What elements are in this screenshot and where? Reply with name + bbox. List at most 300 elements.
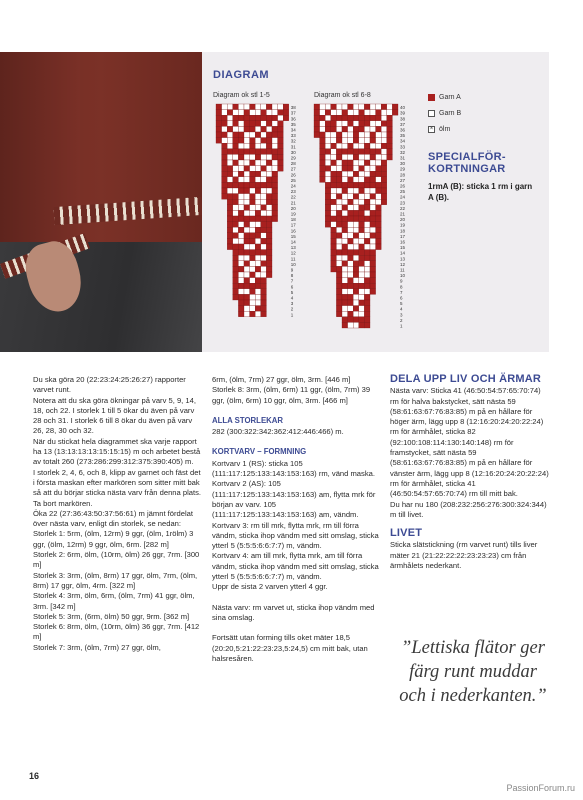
chart-cell bbox=[222, 177, 228, 183]
chart-cell bbox=[250, 126, 256, 132]
row-number-label: 34 bbox=[400, 138, 406, 144]
chart-cell bbox=[238, 110, 244, 116]
chart-cell bbox=[376, 138, 382, 144]
chart-cell bbox=[359, 238, 365, 244]
chart-cell bbox=[250, 160, 256, 166]
chart-cell bbox=[331, 250, 337, 256]
chart-cell bbox=[272, 194, 278, 200]
chart-cell bbox=[261, 132, 267, 138]
row-number-label: 4 bbox=[290, 295, 294, 301]
chart-cell bbox=[244, 238, 250, 244]
row-number-label: 21 bbox=[400, 211, 406, 217]
chart-cell bbox=[342, 171, 348, 177]
chart-cell bbox=[244, 205, 250, 211]
chart-cell bbox=[353, 227, 359, 233]
chart-cell bbox=[348, 294, 354, 300]
chart-cell bbox=[364, 121, 370, 127]
chart-cell bbox=[272, 126, 278, 132]
chart-cell bbox=[336, 126, 342, 132]
chart-cell bbox=[348, 322, 354, 328]
chart-cell bbox=[353, 199, 359, 205]
chart-cell bbox=[255, 166, 261, 172]
chart-cell bbox=[233, 283, 239, 289]
chart-cell bbox=[244, 311, 250, 317]
chart-cell bbox=[266, 199, 272, 205]
chart-cell bbox=[227, 244, 233, 250]
chart-cell bbox=[272, 216, 278, 222]
chart-cell bbox=[376, 115, 382, 121]
row-number-label: 29 bbox=[290, 155, 296, 161]
chart-cell bbox=[325, 143, 331, 149]
chart-cell bbox=[250, 177, 256, 183]
chart-cell bbox=[233, 266, 239, 272]
chart-cell bbox=[244, 216, 250, 222]
chart-cell bbox=[353, 294, 359, 300]
chart-cell bbox=[364, 132, 370, 138]
chart-cell bbox=[331, 121, 337, 127]
chart-cell bbox=[336, 238, 342, 244]
chart-cell bbox=[359, 188, 365, 194]
chart-cell bbox=[370, 216, 376, 222]
chart-cell bbox=[370, 222, 376, 228]
chart-cell bbox=[376, 160, 382, 166]
row-number-label: 17 bbox=[290, 222, 296, 228]
chart-cell bbox=[364, 294, 370, 300]
chart-cell bbox=[353, 194, 359, 200]
chart-cell bbox=[353, 306, 359, 312]
chart-cell bbox=[255, 194, 261, 200]
chart-cell bbox=[233, 250, 239, 256]
row-number-label: 7 bbox=[400, 289, 403, 295]
chart-cell bbox=[353, 110, 359, 116]
chart-cell bbox=[331, 143, 337, 149]
chart-cell bbox=[255, 227, 261, 233]
size-instruction: Storlek 2: 6rm, ölm, (10rm, ölm) 26 ggr, 7rm. [300 m] bbox=[33, 550, 200, 570]
chart-cell bbox=[348, 160, 354, 166]
chart-cell bbox=[387, 115, 393, 121]
chart-cell bbox=[325, 154, 331, 160]
chart-cell bbox=[342, 250, 348, 256]
chart-cell bbox=[244, 138, 250, 144]
chart-cell bbox=[376, 132, 382, 138]
chart-cell bbox=[364, 227, 370, 233]
chart-cell bbox=[353, 166, 359, 172]
section-heading: KORTVARV – FORMNING bbox=[212, 447, 307, 457]
chart-cell bbox=[364, 154, 370, 160]
chart-cell bbox=[359, 177, 365, 183]
chart-cell bbox=[250, 143, 256, 149]
chart-cell bbox=[227, 126, 233, 132]
chart-cell bbox=[261, 126, 267, 132]
row-number-label: 16 bbox=[290, 228, 296, 234]
chart-cell bbox=[250, 188, 256, 194]
chart-cell bbox=[233, 121, 239, 127]
chart-cell bbox=[222, 121, 228, 127]
row-number-label: 28 bbox=[400, 172, 406, 178]
chart-cell bbox=[364, 104, 370, 110]
row-number-label: 34 bbox=[290, 127, 296, 133]
chart-cell bbox=[331, 132, 337, 138]
chart-cell bbox=[216, 132, 222, 138]
chart-cell bbox=[325, 194, 331, 200]
chart-cell bbox=[348, 115, 354, 121]
chart-cell bbox=[255, 289, 261, 295]
chart-cell bbox=[359, 199, 365, 205]
knitting-chart-1 bbox=[216, 104, 296, 324]
chart-cell bbox=[376, 222, 382, 228]
chart-cell bbox=[261, 166, 267, 172]
chart-cell bbox=[250, 238, 256, 244]
chart-cell bbox=[364, 216, 370, 222]
chart-cell bbox=[255, 182, 261, 188]
chart-cell bbox=[261, 255, 267, 261]
chart-cell bbox=[250, 222, 256, 228]
chart-cell bbox=[376, 210, 382, 216]
chart-cell bbox=[364, 160, 370, 166]
chart-cell bbox=[266, 205, 272, 211]
chart-cell bbox=[370, 138, 376, 144]
chart-cell bbox=[233, 149, 239, 155]
chart-cell bbox=[238, 182, 244, 188]
chart-cell bbox=[336, 289, 342, 295]
row-number-label: 5 bbox=[400, 301, 403, 307]
chart-cell bbox=[376, 149, 382, 155]
chart-cell bbox=[255, 266, 261, 272]
chart-cell bbox=[353, 272, 359, 278]
knitting-chart-2 bbox=[314, 104, 410, 336]
chart-cell bbox=[353, 266, 359, 272]
chart-cell bbox=[244, 149, 250, 155]
chart-cell bbox=[250, 283, 256, 289]
chart-cell bbox=[320, 138, 326, 144]
chart-cell bbox=[381, 110, 387, 116]
row-number-label: 32 bbox=[290, 138, 296, 144]
chart-cell bbox=[359, 132, 365, 138]
chart-cell bbox=[255, 233, 261, 239]
pull-quote: ”Lettiska flätor ger färg runt muddar och i nederkanten.” bbox=[399, 638, 547, 706]
chart-cell bbox=[227, 149, 233, 155]
chart-cell bbox=[233, 244, 239, 250]
chart-cell bbox=[255, 188, 261, 194]
chart-cell bbox=[278, 115, 284, 121]
chart-cell bbox=[216, 110, 222, 116]
chart-cell bbox=[272, 121, 278, 127]
chart-cell bbox=[266, 188, 272, 194]
chart-cell bbox=[342, 115, 348, 121]
chart-cell bbox=[244, 278, 250, 284]
chart-cell bbox=[336, 160, 342, 166]
chart-cell bbox=[250, 121, 256, 127]
chart-cell bbox=[320, 149, 326, 155]
row-number-label: 28 bbox=[290, 161, 296, 167]
chart-cell bbox=[359, 289, 365, 295]
chart-cell bbox=[353, 182, 359, 188]
chart-cell bbox=[320, 132, 326, 138]
row-number-label: 9 bbox=[400, 278, 403, 284]
chart-cell bbox=[370, 177, 376, 183]
chart-cell bbox=[370, 115, 376, 121]
row-number-label: 3 bbox=[290, 301, 294, 307]
chart-cell bbox=[325, 177, 331, 183]
chart-cell bbox=[348, 289, 354, 295]
chart-cell bbox=[364, 126, 370, 132]
chart-cell bbox=[244, 143, 250, 149]
chart-cell bbox=[261, 227, 267, 233]
chart-cell bbox=[387, 138, 393, 144]
chart-cell bbox=[233, 160, 239, 166]
chart-cell bbox=[250, 171, 256, 177]
chart-cell bbox=[238, 154, 244, 160]
chart-cell bbox=[238, 216, 244, 222]
chart-cell bbox=[314, 132, 320, 138]
chart-cell bbox=[325, 188, 331, 194]
chart-cell bbox=[359, 233, 365, 239]
chart-cell bbox=[364, 210, 370, 216]
chart-cell bbox=[359, 261, 365, 267]
chart-cell bbox=[364, 171, 370, 177]
section-heading: LIVET bbox=[390, 527, 423, 540]
chart-cell bbox=[336, 110, 342, 116]
row-number-label: 14 bbox=[400, 250, 406, 256]
chart-cell bbox=[255, 143, 261, 149]
paragraph: Öka 22 (27:36:43:50:37:56:61) m jämnt fördelat över nästa varv, enligt din storlek, se nedan: bbox=[33, 508, 193, 529]
chart-cell bbox=[331, 222, 337, 228]
chart-cell bbox=[348, 149, 354, 155]
chart-cell bbox=[227, 115, 233, 121]
chart-cell bbox=[348, 255, 354, 261]
row-number-label: 25 bbox=[400, 189, 406, 195]
size-instruction: Storlek 7: 3rm, (ölm, 7rm) 27 ggr, ölm, bbox=[33, 642, 161, 652]
chart-cell bbox=[250, 261, 256, 267]
chart-cell bbox=[336, 306, 342, 312]
chart-cell bbox=[238, 177, 244, 183]
chart-cell bbox=[381, 115, 387, 121]
crossed-square-icon: × bbox=[429, 126, 434, 132]
chart-cell bbox=[336, 222, 342, 228]
paragraph: Nästa varv: Sticka 41 (46:50:54:57:65:70:74) rm för halva bakstycket, sätt nästa 59 (58:61:63:67:76:83:85) m på en hållare för höger ärm, lägg upp 8 (12:16:20:24:20:22:24) rm för ärmhålet, sticka 82 (92:100:108:114:130:140:148) rm för framstycket, sätt nästa 59 (58:61:63:67:76:83:85) m på en hållare för vänster ärm, lägg upp 8 (12:16:20:24:20:22:24) rm för ärmhålet, sticka 41 (46:50:54:57:65:70:74) rm till mitt bak. bbox=[390, 386, 549, 499]
chart-cell bbox=[255, 138, 261, 144]
chart-cell bbox=[250, 115, 256, 121]
chart-cell bbox=[359, 255, 365, 261]
chart-cell bbox=[331, 210, 337, 216]
chart-cell bbox=[233, 138, 239, 144]
chart-cell bbox=[342, 306, 348, 312]
chart-cell bbox=[370, 149, 376, 155]
chart-cell bbox=[348, 171, 354, 177]
chart-cell bbox=[255, 272, 261, 278]
chart1-label: Diagram ok stl 1-5 bbox=[213, 92, 270, 99]
chart-cell bbox=[233, 210, 239, 216]
chart-cell bbox=[342, 227, 348, 233]
chart-cell bbox=[261, 110, 267, 116]
chart-cell bbox=[233, 104, 239, 110]
chart-cell bbox=[353, 115, 359, 121]
chart-cell bbox=[261, 233, 267, 239]
chart-cell bbox=[359, 272, 365, 278]
text-column-3 bbox=[390, 374, 550, 571]
chart-cell bbox=[266, 210, 272, 216]
chart-cell bbox=[376, 244, 382, 250]
chart-cell bbox=[233, 216, 239, 222]
chart-cell bbox=[359, 317, 365, 323]
chart-cell bbox=[342, 311, 348, 317]
chart-cell bbox=[325, 149, 331, 155]
row-number-label: 14 bbox=[290, 239, 296, 245]
chart-cell bbox=[376, 126, 382, 132]
chart-cell bbox=[261, 188, 267, 194]
chart-cell bbox=[261, 104, 267, 110]
chart-cell bbox=[233, 182, 239, 188]
chart-cell bbox=[238, 121, 244, 127]
chart-cell bbox=[233, 294, 239, 300]
chart-cell bbox=[244, 283, 250, 289]
chart-cell bbox=[227, 177, 233, 183]
chart-cell bbox=[376, 188, 382, 194]
chart-cell bbox=[320, 177, 326, 183]
chart-cell bbox=[342, 266, 348, 272]
chart-cell bbox=[381, 154, 387, 160]
chart-cell bbox=[227, 205, 233, 211]
row-number-label: 9 bbox=[290, 267, 294, 273]
chart-cell bbox=[238, 126, 244, 132]
chart-cell bbox=[331, 199, 337, 205]
paragraph: Du ska göra 20 (22:23:24:25:26:27) rapporter varvet runt. bbox=[33, 375, 186, 395]
chart-cell bbox=[364, 233, 370, 239]
row-number-label: 37 bbox=[400, 121, 406, 127]
chart-cell bbox=[250, 278, 256, 284]
row-number-label: 29 bbox=[400, 166, 406, 172]
row-number-label: 2 bbox=[400, 317, 403, 323]
chart-cell bbox=[381, 104, 387, 110]
chart-cell bbox=[359, 121, 365, 127]
chart-cell bbox=[370, 244, 376, 250]
chart-cell bbox=[370, 182, 376, 188]
chart-cell bbox=[342, 238, 348, 244]
chart-cell bbox=[376, 233, 382, 239]
chart-cell bbox=[244, 199, 250, 205]
chart-cell bbox=[255, 306, 261, 312]
chart-cell bbox=[261, 194, 267, 200]
chart-cell bbox=[272, 143, 278, 149]
chart-cell bbox=[244, 210, 250, 216]
chart-cell bbox=[261, 272, 267, 278]
chart-cell bbox=[364, 250, 370, 256]
chart-cell bbox=[320, 171, 326, 177]
chart-cell bbox=[353, 143, 359, 149]
chart-cell bbox=[266, 255, 272, 261]
chart-cell bbox=[261, 205, 267, 211]
chart-cell bbox=[342, 121, 348, 127]
chart-cell bbox=[255, 238, 261, 244]
chart-cell bbox=[244, 306, 250, 312]
chart-cell bbox=[278, 110, 284, 116]
row-number-label: 23 bbox=[290, 189, 296, 195]
chart-cell bbox=[359, 154, 365, 160]
chart-cell bbox=[331, 216, 337, 222]
legend-garn-a bbox=[428, 94, 461, 101]
chart-cell bbox=[359, 166, 365, 172]
chart-cell bbox=[255, 255, 261, 261]
chart-cell bbox=[376, 143, 382, 149]
chart-cell bbox=[359, 160, 365, 166]
chart-cell bbox=[222, 194, 228, 200]
chart-cell bbox=[370, 121, 376, 127]
chart-cell bbox=[227, 199, 233, 205]
chart-cell bbox=[233, 233, 239, 239]
chart-cell bbox=[348, 244, 354, 250]
chart-cell bbox=[261, 250, 267, 256]
chart-cell bbox=[250, 194, 256, 200]
chart-cell bbox=[222, 126, 228, 132]
chart-cell bbox=[364, 115, 370, 121]
chart-cell bbox=[364, 143, 370, 149]
chart-cell bbox=[331, 244, 337, 250]
size-instruction: Storlek 6: 8rm, ölm, (10rm, ölm) 36 ggr, 7rm. [412 m] bbox=[33, 622, 200, 642]
chart-cell bbox=[272, 160, 278, 166]
chart-cell bbox=[331, 110, 337, 116]
legend-label: Garn B bbox=[439, 110, 462, 117]
chart-cell bbox=[238, 227, 244, 233]
chart-cell bbox=[238, 255, 244, 261]
section-heading: DELA UPP LIV OCH ÄRMAR bbox=[390, 373, 542, 385]
chart-cell bbox=[222, 138, 228, 144]
chart-cell bbox=[244, 154, 250, 160]
chart-cell bbox=[238, 272, 244, 278]
chart-cell bbox=[370, 143, 376, 149]
row-number-label: 37 bbox=[290, 110, 296, 116]
chart-cell bbox=[331, 182, 337, 188]
row-number-label: 16 bbox=[400, 239, 406, 245]
chart-cell bbox=[261, 160, 267, 166]
chart-cell bbox=[348, 154, 354, 160]
paragraph: 282 (300:322:342:362:412:446:466) m. bbox=[212, 427, 344, 437]
chart-cell bbox=[342, 210, 348, 216]
chart-cell bbox=[320, 121, 326, 127]
row-number-label: 17 bbox=[400, 233, 406, 239]
page-number: 16 bbox=[29, 771, 40, 781]
chart-cell bbox=[359, 227, 365, 233]
chart-cell bbox=[233, 166, 239, 172]
chart-cell bbox=[342, 132, 348, 138]
chart-cell bbox=[250, 244, 256, 250]
chart-cell bbox=[272, 149, 278, 155]
paragraph: Kortvarv 1 (RS): sticka 105 (111:117:125:133:143:153:163) rm, vänd maska. bbox=[212, 458, 375, 479]
chart-cell bbox=[238, 149, 244, 155]
chart-cell bbox=[227, 104, 233, 110]
chart-cell bbox=[227, 143, 233, 149]
chart-cell bbox=[272, 166, 278, 172]
row-number-label: 31 bbox=[290, 144, 296, 150]
chart-cell bbox=[238, 289, 244, 295]
chart-cell bbox=[353, 132, 359, 138]
chart-cell bbox=[359, 104, 365, 110]
chart-cell bbox=[314, 104, 320, 110]
chart-cell bbox=[370, 126, 376, 132]
chart-cell bbox=[244, 227, 250, 233]
chart-cell bbox=[250, 132, 256, 138]
chart-cell bbox=[336, 138, 342, 144]
chart-cell bbox=[348, 126, 354, 132]
chart-cell bbox=[261, 210, 267, 216]
chart-cell bbox=[244, 272, 250, 278]
chart-cell bbox=[387, 104, 393, 110]
chart-cell bbox=[278, 154, 284, 160]
chart-cell bbox=[255, 210, 261, 216]
chart-cell bbox=[222, 143, 228, 149]
chart-cell bbox=[342, 138, 348, 144]
chart-cell bbox=[325, 205, 331, 211]
chart-cell bbox=[353, 250, 359, 256]
